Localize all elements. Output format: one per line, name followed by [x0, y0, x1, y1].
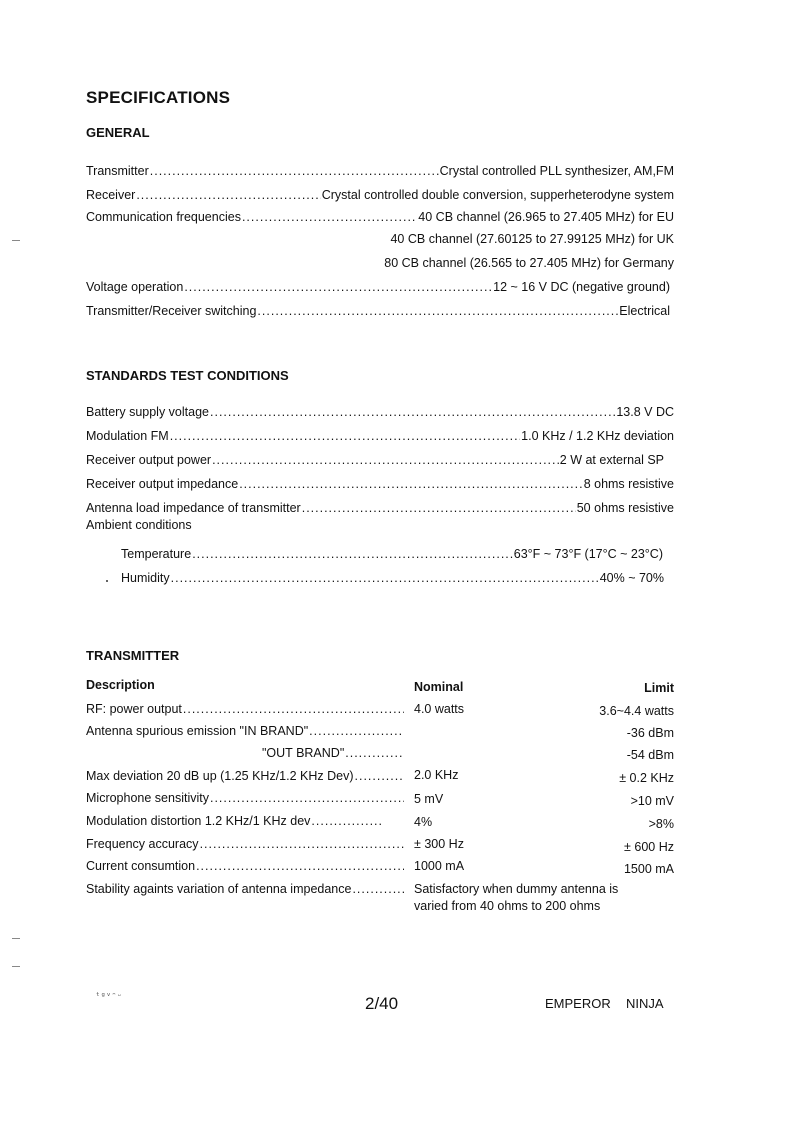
row-description: Frequency accuracy	[86, 837, 199, 851]
spec-value: 13.8 V DC	[616, 405, 674, 419]
spec-value: 2 W at external SP	[559, 453, 664, 467]
row-limit: -54 dBm	[626, 748, 674, 762]
spec-value: 40% ~ 70%	[599, 571, 664, 585]
spec-value: 50 ohms resistive	[576, 501, 674, 515]
spec-value: 12 ~ 16 V DC (negative ground)	[493, 280, 670, 294]
leader-dots	[171, 571, 599, 585]
row-limit: 1500 mA	[623, 862, 674, 876]
column-header-description: Description	[86, 678, 155, 692]
row-description: Max deviation 20 dB up (1.25 KHz/1.2 KHz Dev)	[86, 769, 354, 783]
spec-row-temperature	[121, 543, 663, 561]
leader-dots	[355, 769, 405, 783]
column-header-nominal: Nominal	[414, 680, 464, 694]
leader-dots	[302, 501, 576, 515]
row-nominal: Satisfactory when dummy antenna is	[414, 882, 619, 896]
row-description: RF: power output	[86, 702, 182, 716]
spec-label: Voltage operation	[86, 280, 184, 294]
table-row	[86, 833, 404, 851]
spec-label: Transmitter/Receiver switching	[86, 304, 257, 318]
spec-value: 1.0 KHz / 1.2 KHz deviation	[521, 429, 674, 443]
leader-dots	[210, 405, 615, 419]
row-nominal: 5 mV	[414, 792, 444, 806]
spec-row-rx-power	[86, 449, 664, 467]
row-nominal-line2: varied from 40 ohms to 200 ohms	[414, 899, 601, 913]
spec-row-voltage	[86, 276, 670, 294]
row-description: Current consumtion	[86, 859, 196, 873]
spec-value: Crystal controlled double conversion, supperheterodyne system	[321, 188, 674, 202]
spec-value: 40 CB channel (26.965 to 27.405 MHz) for EU	[418, 210, 674, 224]
leader-dots	[257, 304, 618, 318]
spec-label: Humidity	[121, 571, 170, 585]
leader-dots	[242, 210, 417, 224]
spec-row-switching	[86, 300, 670, 318]
leader-dots	[200, 837, 404, 851]
leader-dots	[212, 453, 559, 467]
spec-label: Antenna load impedance of transmitter	[86, 501, 301, 515]
spec-value: Electrical	[619, 304, 670, 318]
table-row	[86, 720, 404, 738]
page-title: SPECIFICATIONS	[86, 88, 231, 107]
leader-dots	[311, 814, 382, 828]
leader-dots	[345, 746, 404, 760]
footer-brand: EMPEROR	[545, 996, 611, 1011]
row-limit: >10 mV	[630, 794, 674, 808]
scan-edge-mark	[12, 240, 20, 241]
spec-label: Temperature	[121, 547, 192, 561]
spec-row-transmitter	[86, 160, 674, 178]
leader-dots	[183, 702, 404, 716]
leader-dots	[196, 859, 404, 873]
spec-label: Transmitter	[86, 164, 149, 178]
row-limit: ± 0.2 KHz	[619, 771, 674, 785]
handwritten-mark-icon: ᵗᵍᵛᵔᵕ	[95, 992, 123, 1002]
leader-dots	[210, 791, 404, 805]
spec-value-uk: 40 CB channel (27.60125 to 27.99125 MHz) for UK	[390, 232, 674, 246]
spec-label: Modulation FM	[86, 429, 169, 443]
table-row	[86, 698, 404, 716]
spec-label: Receiver output impedance	[86, 477, 239, 491]
section-heading-general: GENERAL	[86, 125, 150, 140]
section-heading-standards: STANDARDS TEST CONDITIONS	[86, 368, 289, 383]
scan-edge-mark	[12, 938, 20, 939]
row-description: "OUT BRAND"	[262, 746, 345, 760]
table-row	[262, 742, 404, 760]
leader-dots	[352, 882, 404, 896]
row-nominal: ± 300 Hz	[414, 837, 464, 851]
leader-dots	[239, 477, 583, 491]
scan-speck	[106, 580, 108, 582]
spec-label: Receiver output power	[86, 453, 212, 467]
spec-row-rx-impedance	[86, 473, 674, 491]
spec-label: Receiver	[86, 188, 136, 202]
scan-edge-mark	[12, 966, 20, 967]
ambient-conditions-label: Ambient conditions	[86, 518, 192, 532]
spec-row-receiver	[86, 184, 674, 202]
leader-dots	[309, 724, 404, 738]
row-description: Modulation distortion 1.2 KHz/1 KHz dev	[86, 814, 311, 828]
row-limit: ± 600 Hz	[624, 840, 674, 854]
spec-label: Battery supply voltage	[86, 405, 209, 419]
spec-value: 63°F ~ 73°F (17°C ~ 23°C)	[513, 547, 663, 561]
spec-row-modulation	[86, 425, 674, 443]
table-row	[86, 765, 404, 783]
spec-value: 8 ohms resistive	[583, 477, 674, 491]
spec-row-antenna-load	[86, 497, 674, 515]
row-limit: 3.6~4.4 watts	[599, 704, 674, 718]
row-description: Stability againts variation of antenna impedance	[86, 882, 352, 896]
row-nominal: 4%	[414, 815, 433, 829]
spec-row-battery	[86, 401, 674, 419]
row-description: Microphone sensitivity	[86, 791, 209, 805]
table-row	[86, 855, 404, 873]
spec-value: Crystal controlled PLL synthesizer, AM,FM	[439, 164, 674, 178]
section-heading-transmitter: TRANSMITTER	[86, 648, 180, 663]
table-row	[86, 810, 382, 828]
footer-model: NINJA	[626, 996, 664, 1011]
row-nominal: 2.0 KHz	[414, 768, 459, 782]
spec-row-frequencies	[86, 206, 674, 224]
column-header-limit: Limit	[644, 681, 674, 695]
leader-dots	[170, 429, 520, 443]
spec-value-germany: 80 CB channel (26.565 to 27.405 MHz) for Germany	[384, 256, 674, 270]
row-nominal: 4.0 watts	[414, 702, 465, 716]
leader-dots	[184, 280, 492, 294]
spec-row-humidity	[121, 567, 664, 585]
row-nominal: 1000 mA	[414, 859, 465, 873]
table-row	[86, 878, 404, 896]
row-limit: -36 dBm	[626, 726, 674, 740]
table-row	[86, 787, 404, 805]
spec-label: Communication frequencies	[86, 210, 241, 224]
leader-dots	[136, 188, 320, 202]
leader-dots	[150, 164, 439, 178]
row-limit: >8%	[648, 817, 674, 831]
page-number: 2/40	[365, 994, 399, 1013]
row-description: Antenna spurious emission "IN BRAND"	[86, 724, 309, 738]
leader-dots	[192, 547, 513, 561]
